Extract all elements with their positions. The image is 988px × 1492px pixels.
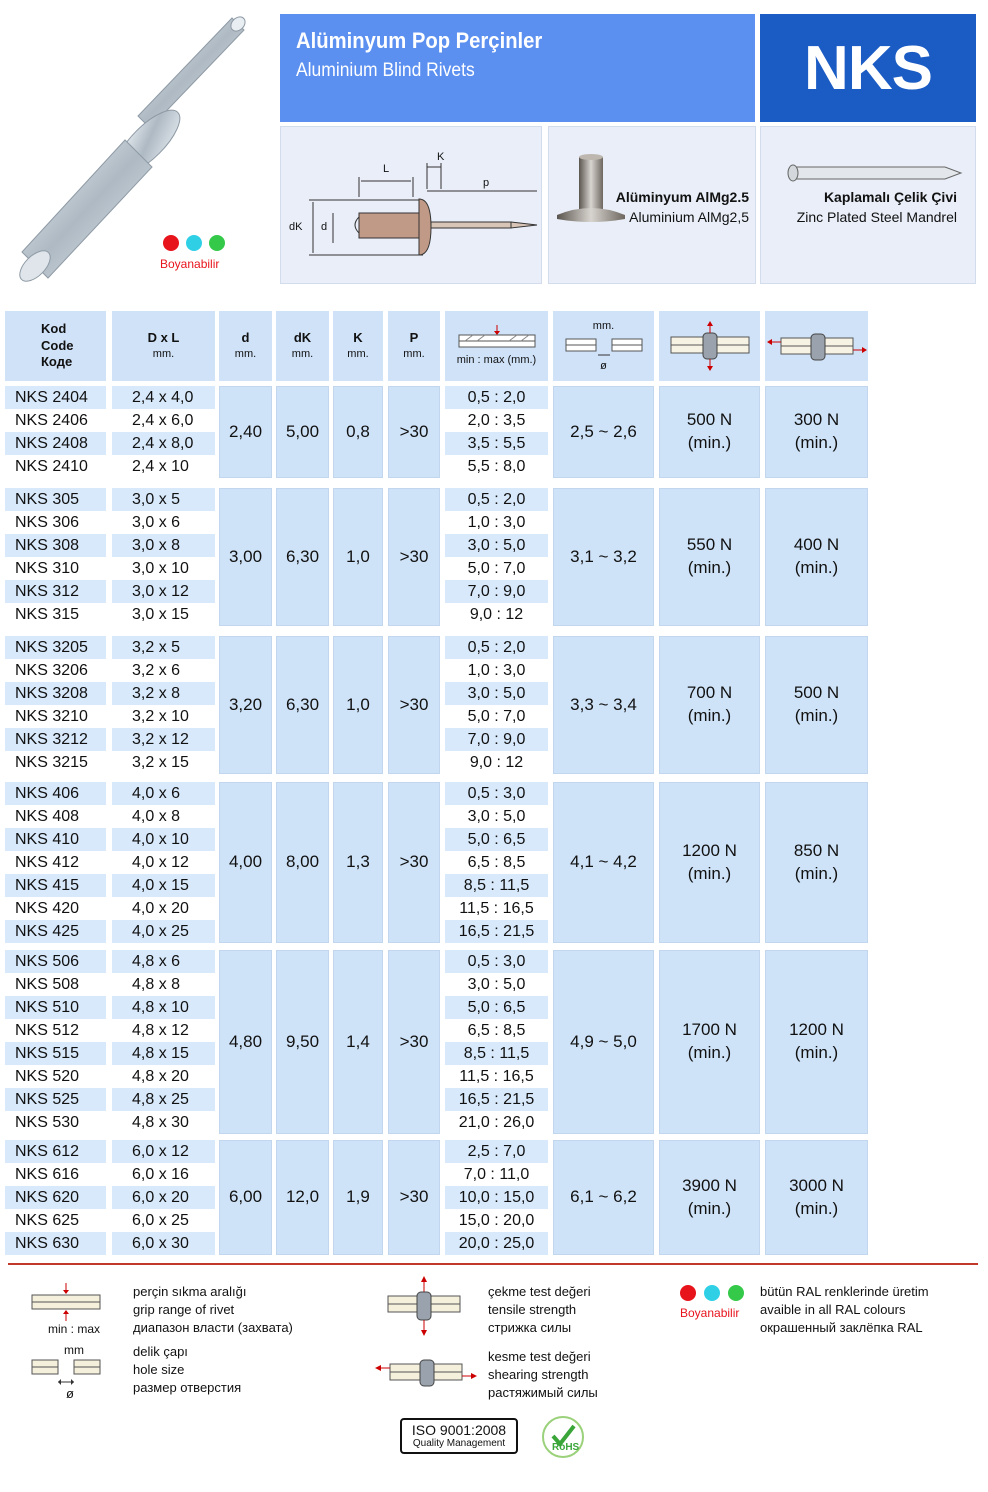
- material-mandrel-panel: [760, 126, 976, 284]
- legend-paintable-label: Boyanabilir: [680, 1306, 740, 1320]
- legend-hole-text: delik çapı hole size размер отверстия: [133, 1344, 242, 1395]
- table-row-dxl: 4,8 x 25: [112, 1088, 215, 1111]
- group-shear-value: [659, 950, 760, 1134]
- table-row-code: NKS 310: [5, 557, 106, 580]
- table-row-dxl: 4,0 x 25: [112, 920, 215, 943]
- group-tensile-value: [765, 488, 868, 626]
- shear-min-label: (min.): [687, 706, 732, 725]
- table-row-code: NKS 3206: [5, 659, 106, 682]
- table-row-grip: 0,5 : 3,0: [445, 950, 548, 973]
- table-row-code: NKS 630: [5, 1232, 106, 1255]
- table-row-grip: 5,5 : 8,0: [445, 455, 548, 478]
- header-dk: dK mm.: [276, 311, 329, 381]
- group-shear-value: [659, 782, 760, 943]
- table-row-grip: 11,5 : 16,5: [445, 1065, 548, 1088]
- group-dk-value: 8,00: [276, 782, 329, 943]
- legend-red-dot: [680, 1285, 696, 1301]
- group-k-value: 1,3: [333, 782, 383, 943]
- table-row-grip: 3,0 : 5,0: [445, 534, 548, 557]
- tensile-test-icon: [767, 326, 867, 366]
- group-tensile-value: [765, 782, 868, 943]
- table-row-dxl: 6,0 x 30: [112, 1232, 215, 1255]
- table-row-grip: 1,0 : 3,0: [445, 511, 548, 534]
- table-row-code: NKS 425: [5, 920, 106, 943]
- label-k: K: [437, 151, 445, 163]
- table-row-dxl: 4,8 x 15: [112, 1042, 215, 1065]
- material-aluminium-panel: [548, 126, 756, 284]
- group-hole-value: 4,1 ~ 4,2: [553, 782, 654, 943]
- table-row-dxl: 4,0 x 8: [112, 805, 215, 828]
- table-row-grip: 2,5 : 7,0: [445, 1140, 548, 1163]
- label-p: p: [483, 177, 490, 189]
- header-hole: mm. ø: [553, 311, 654, 381]
- shear-min-label: (min.): [687, 433, 732, 452]
- green-color-dot: [209, 235, 225, 251]
- table-row-dxl: 2,4 x 4,0: [112, 386, 215, 409]
- table-row-dxl: 6,0 x 25: [112, 1209, 215, 1232]
- legend-cyan-dot: [704, 1285, 720, 1301]
- table-row-code: NKS 525: [5, 1088, 106, 1111]
- table-row-grip: 16,5 : 21,5: [445, 920, 548, 943]
- table-row-dxl: 3,0 x 12: [112, 580, 215, 603]
- header-p: P mm.: [388, 311, 440, 381]
- title-english: Aluminium Blind Rivets: [296, 60, 475, 81]
- legend-ral-text: bütün RAL renklerinde üretim avaible in all RAL colours окрашенный заклёпка RAL: [760, 1284, 929, 1335]
- table-row-dxl: 4,0 x 12: [112, 851, 215, 874]
- table-row-code: NKS 420: [5, 897, 106, 920]
- group-dk-value: 6,30: [276, 488, 329, 626]
- shear-force: 550 N: [686, 535, 733, 555]
- table-row-grip: 16,5 : 21,5: [445, 1088, 548, 1111]
- table-row-code: NKS 406: [5, 782, 106, 805]
- group-tensile-value: [765, 1140, 868, 1255]
- group-d-value: 3,00: [219, 488, 272, 626]
- hole-size-icon: [564, 333, 644, 359]
- table-row-dxl: 3,0 x 5: [112, 488, 215, 511]
- table-row-dxl: 2,4 x 8,0: [112, 432, 215, 455]
- group-hole-value: 3,1 ~ 3,2: [553, 488, 654, 626]
- group-k-value: 1,9: [333, 1140, 383, 1255]
- table-row-code: NKS 620: [5, 1186, 106, 1209]
- table-row-grip: 15,0 : 20,0: [445, 1209, 548, 1232]
- title-turkish: Alüminyum Pop Perçinler: [296, 28, 543, 53]
- group-p-value: >30: [388, 1140, 440, 1255]
- shear-min-label: (min.): [687, 1198, 732, 1218]
- table-row-grip: 3,0 : 5,0: [445, 973, 548, 996]
- table-row-grip: 8,5 : 11,5: [445, 1042, 548, 1065]
- group-tensile-value: [765, 636, 868, 774]
- table-row-grip: 0,5 : 2,0: [445, 386, 548, 409]
- table-row-grip: 9,0 : 12: [445, 751, 548, 774]
- table-row-grip: 7,0 : 11,0: [445, 1163, 548, 1186]
- table-row-dxl: 3,2 x 12: [112, 728, 215, 751]
- table-row-grip: 5,0 : 6,5: [445, 828, 548, 851]
- legend-tensile-icon: [384, 1276, 464, 1345]
- table-row-code: NKS 308: [5, 534, 106, 557]
- tensile-min-label: (min.): [794, 433, 839, 452]
- group-tensile-value: [765, 386, 868, 478]
- table-row-dxl: 3,2 x 15: [112, 751, 215, 774]
- group-hole-value: 2,5 ~ 2,6: [553, 386, 654, 478]
- table-row-grip: 3,0 : 5,0: [445, 805, 548, 828]
- table-row-code: NKS 625: [5, 1209, 106, 1232]
- group-dk-value: 6,30: [276, 636, 329, 774]
- rivet-illustration: [0, 0, 270, 300]
- shear-force: 1200 N: [682, 840, 737, 860]
- group-shear-value: [659, 636, 760, 774]
- table-row-grip: 11,5 : 16,5: [445, 897, 548, 920]
- table-row-dxl: 4,0 x 10: [112, 828, 215, 851]
- table-row-grip: 5,0 : 7,0: [445, 705, 548, 728]
- group-d-value: 4,80: [219, 950, 272, 1134]
- table-row-code: NKS 508: [5, 973, 106, 996]
- group-p-value: >30: [388, 950, 440, 1134]
- table-row-dxl: 3,0 x 6: [112, 511, 215, 534]
- group-dk-value: 12,0: [276, 1140, 329, 1255]
- group-d-value: 3,20: [219, 636, 272, 774]
- table-row-grip: 0,5 : 3,0: [445, 782, 548, 805]
- header-code: Kod Code Коде: [5, 311, 106, 381]
- table-row-grip: 20,0 : 25,0: [445, 1232, 548, 1255]
- grip-range-icon: [457, 325, 537, 353]
- table-row-code: NKS 306: [5, 511, 106, 534]
- table-row-grip: 3,5 : 5,5: [445, 432, 548, 455]
- tensile-force: 850 N: [793, 840, 840, 860]
- group-shear-value: [659, 488, 760, 626]
- legend-tensile-text: çekme test değeri tensile strength стрижка силы: [488, 1284, 591, 1335]
- tensile-min-label: (min.): [794, 1043, 839, 1062]
- group-d-value: 6,00: [219, 1140, 272, 1255]
- table-row-code: NKS 3205: [5, 636, 106, 659]
- iso-certificate-badge: ISO 9001:2008 Quality Management: [400, 1418, 518, 1454]
- table-row-grip: 21,0 : 26,0: [445, 1111, 548, 1134]
- group-k-value: 1,0: [333, 488, 383, 626]
- tensile-min-label: (min.): [794, 706, 839, 725]
- table-row-dxl: 4,8 x 12: [112, 1019, 215, 1042]
- table-row-dxl: 4,8 x 8: [112, 973, 215, 996]
- table-row-dxl: 4,0 x 15: [112, 874, 215, 897]
- rivet-dimension-diagram: [280, 126, 542, 284]
- table-row-grip: 6,5 : 8,5: [445, 851, 548, 874]
- table-row-code: NKS 415: [5, 874, 106, 897]
- table-row-code: NKS 530: [5, 1111, 106, 1134]
- rohs-badge: RoHS: [542, 1416, 584, 1458]
- table-row-grip: 5,0 : 6,5: [445, 996, 548, 1019]
- header-dxl: D x L mm.: [112, 311, 215, 381]
- table-row-code: NKS 3210: [5, 705, 106, 728]
- tensile-force: 300 N: [793, 410, 840, 430]
- table-row-dxl: 4,8 x 30: [112, 1111, 215, 1134]
- paintable-label: Boyanabilir: [160, 257, 220, 271]
- shear-min-label: (min.): [687, 1043, 732, 1062]
- shear-test-icon: [665, 321, 755, 371]
- legend-grip-caption: min : max: [48, 1322, 101, 1336]
- group-hole-value: 4,9 ~ 5,0: [553, 950, 654, 1134]
- table-row-dxl: 2,4 x 10: [112, 455, 215, 478]
- shear-force: 500 N: [686, 410, 733, 430]
- table-row-dxl: 3,0 x 10: [112, 557, 215, 580]
- group-shear-value: [659, 386, 760, 478]
- table-row-dxl: 3,0 x 15: [112, 603, 215, 626]
- table-row-code: NKS 3208: [5, 682, 106, 705]
- legend-hole-caption-bottom: ø: [66, 1386, 74, 1401]
- table-row-code: NKS 512: [5, 1019, 106, 1042]
- title-banner: [280, 14, 755, 122]
- header-k: K mm.: [333, 311, 383, 381]
- table-row-grip: 9,0 : 12: [445, 603, 548, 626]
- header-d: d mm.: [219, 311, 272, 381]
- table-row-dxl: 6,0 x 20: [112, 1186, 215, 1209]
- table-row-code: NKS 515: [5, 1042, 106, 1065]
- legend-shear-text: kesme test değeri shearing strength растяжимый силы: [488, 1349, 598, 1400]
- tensile-min-label: (min.): [794, 558, 839, 577]
- group-k-value: 0,8: [333, 386, 383, 478]
- header-shear: [659, 311, 760, 381]
- group-p-value: >30: [388, 386, 440, 478]
- group-hole-value: 6,1 ~ 6,2: [553, 1140, 654, 1255]
- shear-force: 1700 N: [682, 1020, 737, 1040]
- table-row-dxl: 3,2 x 6: [112, 659, 215, 682]
- table-row-dxl: 6,0 x 16: [112, 1163, 215, 1186]
- table-row-dxl: 4,0 x 6: [112, 782, 215, 805]
- table-row-code: NKS 506: [5, 950, 106, 973]
- table-row-code: NKS 305: [5, 488, 106, 511]
- tensile-force: 1200 N: [789, 1020, 844, 1040]
- group-p-value: >30: [388, 636, 440, 774]
- table-row-dxl: 3,0 x 8: [112, 534, 215, 557]
- group-p-value: >30: [388, 782, 440, 943]
- table-row-grip: 10,0 : 15,0: [445, 1186, 548, 1209]
- group-k-value: 1,4: [333, 950, 383, 1134]
- material-aluminium-tr: Alüminyum AlMg2.5: [615, 189, 749, 205]
- table-row-dxl: 2,4 x 6,0: [112, 409, 215, 432]
- legend-green-dot: [728, 1285, 744, 1301]
- shear-force: 3900 N: [682, 1175, 737, 1195]
- label-d: d: [321, 221, 328, 233]
- table-row-code: NKS 2408: [5, 432, 106, 455]
- table-row-code: NKS 510: [5, 996, 106, 1019]
- table-row-grip: 2,0 : 3,5: [445, 409, 548, 432]
- table-row-grip: 3,0 : 5,0: [445, 682, 548, 705]
- table-row-code: NKS 2406: [5, 409, 106, 432]
- cyan-color-dot: [186, 235, 202, 251]
- header-tensile: [765, 311, 868, 381]
- table-row-dxl: 3,2 x 5: [112, 636, 215, 659]
- brand-badge: NKS: [760, 14, 976, 122]
- label-l: L: [383, 163, 390, 175]
- legend-shear-icon: [374, 1352, 478, 1397]
- tensile-min-label: (min.): [794, 863, 839, 883]
- table-row-grip: 7,0 : 9,0: [445, 580, 548, 603]
- table-row-dxl: 3,2 x 10: [112, 705, 215, 728]
- table-row-code: NKS 312: [5, 580, 106, 603]
- table-row-grip: 7,0 : 9,0: [445, 728, 548, 751]
- group-tensile-value: [765, 950, 868, 1134]
- table-row-code: NKS 520: [5, 1065, 106, 1088]
- shear-min-label: (min.): [687, 558, 732, 577]
- table-row-dxl: 4,8 x 20: [112, 1065, 215, 1088]
- table-row-grip: 6,5 : 8,5: [445, 1019, 548, 1042]
- group-d-value: 2,40: [219, 386, 272, 478]
- table-row-code: NKS 408: [5, 805, 106, 828]
- tensile-force: 3000 N: [789, 1175, 844, 1195]
- group-dk-value: 5,00: [276, 386, 329, 478]
- table-row-code: NKS 612: [5, 1140, 106, 1163]
- table-row-dxl: 4,8 x 6: [112, 950, 215, 973]
- table-row-code: NKS 2410: [5, 455, 106, 478]
- red-color-dot: [163, 235, 179, 251]
- material-aluminium-en: Aluminium AlMg2,5: [629, 209, 749, 225]
- table-row-code: NKS 3215: [5, 751, 106, 774]
- header-grip: min : max (mm.): [445, 311, 548, 381]
- group-p-value: >30: [388, 488, 440, 626]
- table-row-dxl: 4,8 x 10: [112, 996, 215, 1019]
- shear-force: 700 N: [686, 683, 733, 703]
- table-row-code: NKS 616: [5, 1163, 106, 1186]
- table-row-code: NKS 3212: [5, 728, 106, 751]
- table-row-grip: 0,5 : 2,0: [445, 488, 548, 511]
- table-row-dxl: 4,0 x 20: [112, 897, 215, 920]
- table-row-code: NKS 412: [5, 851, 106, 874]
- table-row-code: NKS 410: [5, 828, 106, 851]
- group-dk-value: 9,50: [276, 950, 329, 1134]
- mandrel-icon: [785, 161, 965, 185]
- table-row-code: NKS 2404: [5, 386, 106, 409]
- tensile-force: 400 N: [793, 535, 840, 555]
- table-row-grip: 1,0 : 3,0: [445, 659, 548, 682]
- group-d-value: 4,00: [219, 782, 272, 943]
- tensile-min-label: (min.): [794, 1198, 839, 1218]
- table-row-dxl: 6,0 x 12: [112, 1140, 215, 1163]
- legend-divider: [8, 1263, 978, 1265]
- group-k-value: 1,0: [333, 636, 383, 774]
- material-mandrel-tr: Kaplamalı Çelik Çivi: [823, 189, 957, 205]
- group-shear-value: [659, 1140, 760, 1255]
- table-row-code: NKS 315: [5, 603, 106, 626]
- material-mandrel-en: Zinc Plated Steel Mandrel: [796, 209, 957, 225]
- group-hole-value: 3,3 ~ 3,4: [553, 636, 654, 774]
- table-row-grip: 5,0 : 7,0: [445, 557, 548, 580]
- legend-grip-text: perçin sıkma aralığı grip range of rivet диапазон власти (захвата): [133, 1284, 293, 1335]
- tensile-force: 500 N: [793, 683, 840, 703]
- legend-hole-caption-top: mm: [64, 1343, 84, 1357]
- shear-min-label: (min.): [687, 863, 732, 883]
- table-row-grip: 8,5 : 11,5: [445, 874, 548, 897]
- label-dk: dK: [289, 221, 303, 233]
- table-row-grip: 0,5 : 2,0: [445, 636, 548, 659]
- table-row-dxl: 3,2 x 8: [112, 682, 215, 705]
